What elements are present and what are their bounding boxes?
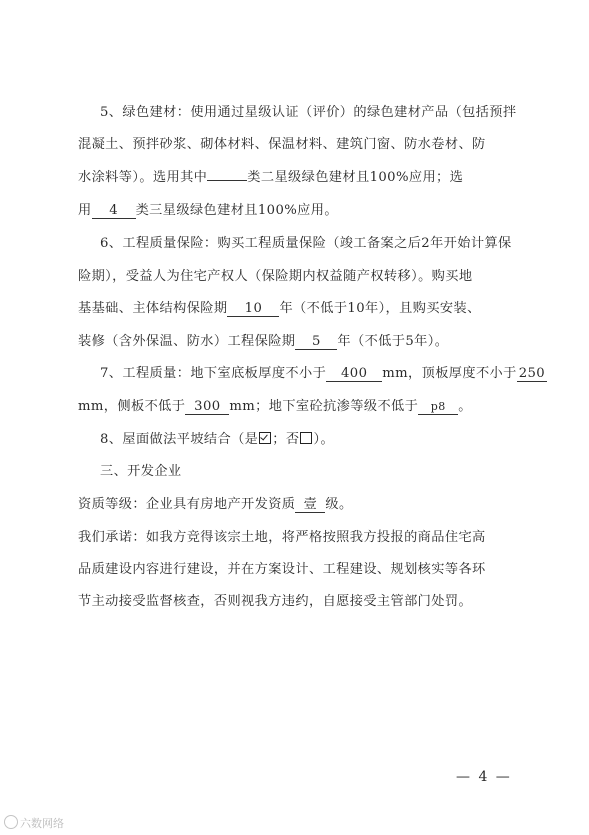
promise-line2 bbox=[78, 562, 531, 578]
item5-blank-2star bbox=[207, 180, 247, 181]
section3-heading bbox=[100, 464, 531, 480]
item7-text-2a: mm，侧板不低于 bbox=[78, 399, 186, 414]
qualification-text-a: 资质等级：企业具有房地产开发资质 bbox=[78, 497, 296, 512]
item5-line1 bbox=[100, 105, 531, 121]
item5-value-3star: 4 bbox=[92, 204, 136, 219]
item6-text-3b: 年（不低于10年），且购买安装、 bbox=[279, 301, 481, 316]
item6-line2 bbox=[78, 269, 531, 285]
item8-text-b: ；否 bbox=[272, 432, 300, 447]
item6-value-decoration-period: 5 bbox=[295, 335, 337, 350]
item5-text-4b: 类三星级绿色建材且100%应用。 bbox=[135, 203, 338, 218]
watermark-text: 六数网络 bbox=[20, 817, 64, 830]
no-checkbox-icon[interactable] bbox=[300, 432, 312, 444]
promise-line1 bbox=[78, 530, 531, 546]
item5-text-2: 混凝土、预拌砂浆、砌体材料、保温材料、建筑门窗、防水卷材、防 bbox=[78, 137, 486, 152]
qualification-text-b: 级。 bbox=[325, 497, 353, 512]
watermark-logo-icon bbox=[4, 815, 18, 829]
item6-line1 bbox=[100, 236, 531, 252]
item6-line4 bbox=[78, 334, 531, 350]
item7-text-1b: mm，顶板厚度不小于 bbox=[382, 366, 517, 381]
item6-text-1: 6、工程质量保险：购买工程质量保险（竣工备案之后2年开始计算保 bbox=[100, 236, 512, 251]
item7-text-2b: mm；地下室砼抗渗等级不低于 bbox=[229, 399, 419, 414]
item8-text-a: 8、屋面做法平坡结合（是 bbox=[100, 432, 259, 447]
promise-text-1: 我们承诺：如我方竞得该宗土地，将严格按照我方投报的商品住宅高 bbox=[78, 530, 486, 545]
item7-line1 bbox=[100, 366, 546, 382]
watermark bbox=[4, 815, 64, 831]
item7-line2 bbox=[78, 399, 531, 415]
item5-line4 bbox=[78, 203, 531, 219]
item7-value-top-thickness: 250 bbox=[518, 366, 546, 381]
item6-text-4a: 装修（含外保温、防水）工程保险期 bbox=[78, 334, 296, 349]
item7-value-impermeability: p8 bbox=[418, 400, 458, 415]
yes-checkbox-icon[interactable] bbox=[259, 432, 271, 444]
item5-text-1: 5、绿色建材：使用通过星级认证（评价）的绿色建材产品（包括预拌 bbox=[100, 105, 517, 120]
item6-line3 bbox=[78, 301, 531, 317]
item5-text-3b: 类二星级绿色建材且100%应用；选 bbox=[247, 170, 464, 185]
page-number: — 4 — bbox=[456, 769, 512, 785]
qualification-grade: 壹 bbox=[295, 498, 325, 513]
item6-text-2: 险期），受益人为住宅产权人（保险期内权益随产权转移）。购买地 bbox=[78, 269, 473, 284]
item5-text-4a: 用 bbox=[78, 203, 92, 218]
item8-line bbox=[100, 432, 531, 448]
section-heading-text: 三、开发企业 bbox=[100, 464, 182, 479]
item8-text-c: ）。 bbox=[313, 432, 335, 447]
item5-line3 bbox=[78, 170, 531, 186]
item7-value-side-thickness: 300 bbox=[185, 400, 229, 415]
item7-text-2c: 。 bbox=[458, 399, 472, 414]
promise-text-3: 节主动接受监督核查，否则视我方违约，自愿接受主管部门处罚。 bbox=[78, 594, 473, 609]
item6-text-4b: 年（不低于5年）。 bbox=[337, 334, 449, 349]
promise-text-2: 品质建设内容进行建设，并在方案设计、工程建设、规划核实等各环 bbox=[78, 562, 486, 577]
item7-text-1a: 7、工程质量：地下室底板厚度不小于 bbox=[100, 366, 327, 381]
item5-text-3a: 水涂料等）。选用其中 bbox=[78, 170, 208, 185]
promise-line3 bbox=[78, 594, 531, 610]
item5-line2 bbox=[78, 137, 531, 153]
item6-text-3a: 基基础、主体结构保险期 bbox=[78, 301, 228, 316]
item6-value-structure-period: 10 bbox=[227, 302, 279, 317]
qualification-line bbox=[78, 497, 531, 513]
item7-value-bottom-thickness: 400 bbox=[326, 367, 382, 382]
